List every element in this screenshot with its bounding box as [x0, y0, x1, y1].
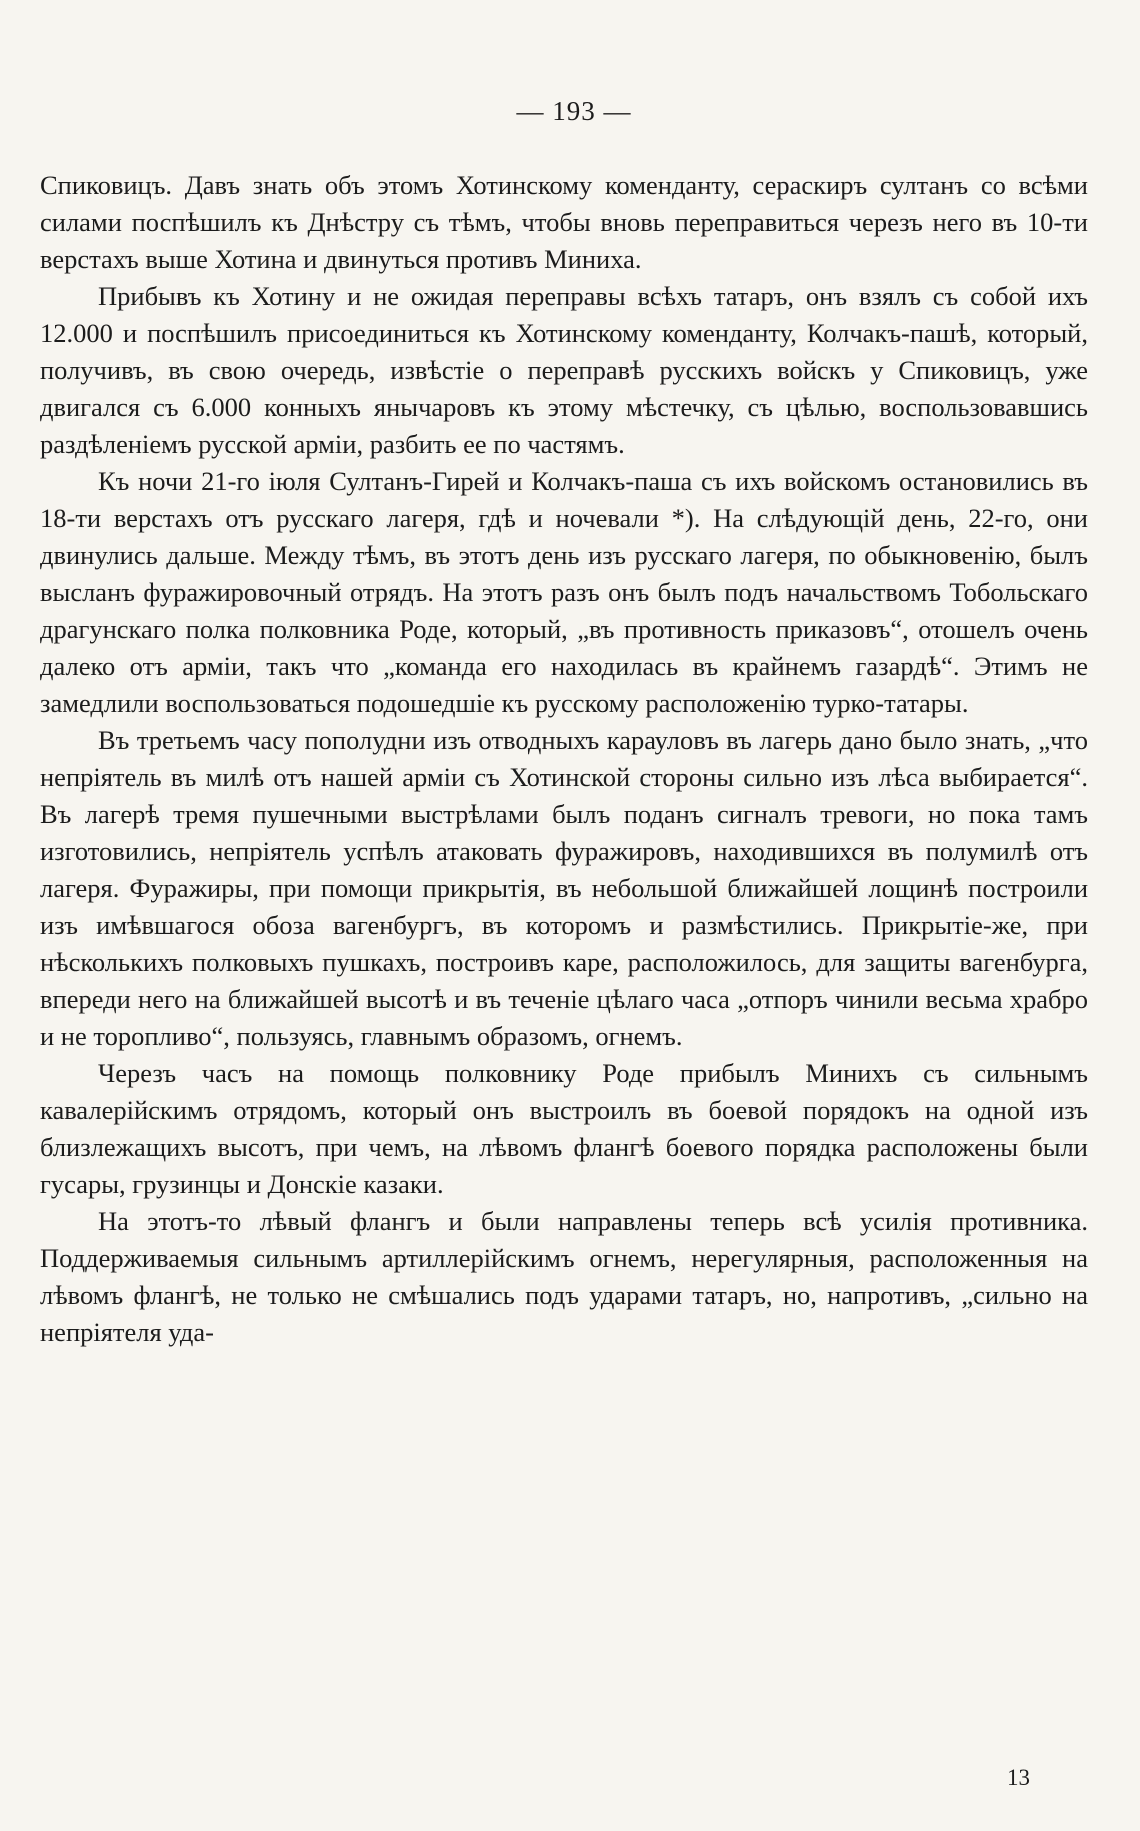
- paragraph-5: Черезъ часъ на помощь полковнику Роде прибылъ Минихъ съ сильнымъ кавалерійскимъ отрядомъ, который онъ выстроилъ въ боевой порядокъ на одной изъ близлежащихъ высотъ, при чемъ, на лѣвомъ флангѣ боевого порядка расположены были гусары, грузинцы и Донскіе казаки.: [40, 1058, 1088, 1199]
- page-number: — 193 —: [516, 96, 632, 126]
- paragraph-2: Прибывъ къ Хотину и не ожидая переправы всѣхъ татаръ, онъ взялъ съ собой ихъ 12.000 и поспѣшилъ присоединиться къ Хотинскому коменданту, Колчакъ-пашѣ, который, получивъ, въ свою очередь, извѣстіе о переправѣ русскихъ войскъ у Спиковицъ, уже двигался съ 6.000 конныхъ янычаровъ къ этому мѣстечку, съ цѣлью, воспользовавшись раздѣленіемъ русской арміи, разбить ее по частямъ.: [40, 281, 1088, 459]
- paragraph-6: На этотъ-то лѣвый флангъ и были направлены теперь всѣ усилія противника. Поддерживаемыя сильнымъ артиллерійскимъ огнемъ, нерегулярныя, расположенныя на лѣвомъ флангѣ, не только не смѣшались подъ ударами татаръ, но, напротивъ, „сильно на непріятеля уда-: [40, 1206, 1088, 1347]
- paragraph-3: Къ ночи 21-го іюля Султанъ-Гирей и Колчакъ-паша съ ихъ войскомъ остановились въ 18-ти верстахъ отъ русскаго лагеря, гдѣ и ночевали *). На слѣдующій день, 22-го, они двинулись дальше. Между тѣмъ, въ этотъ день изъ русскаго лагеря, по обыкновенію, былъ высланъ фуражировочный отрядъ. На этотъ разъ онъ былъ подъ начальствомъ Тобольскаго драгунскаго полка полковника Роде, который, „въ противность приказовъ“, отошелъ очень далеко отъ арміи, такъ что „команда его находилась въ крайнемъ газардѣ“. Этимъ не замедлили воспользоваться подошедшіе къ русскому расположенію турко-татары.: [40, 466, 1088, 718]
- paragraph-4: Въ третьемъ часу пополудни изъ отводныхъ карауловъ въ лагерь дано было знать, „что непріятель въ милѣ отъ нашей арміи съ Хотинской стороны сильно изъ лѣса выбирается“. Въ лагерѣ тремя пушечными выстрѣлами былъ поданъ сигналъ тревоги, но пока тамъ изготовились, непріятель успѣлъ атаковать фуражировъ, находившихся въ полумилѣ отъ лагеря. Фуражиры, при помощи прикрытія, въ небольшой ближайшей лощинѣ построили изъ имѣвшагося обоза вагенбургъ, въ которомъ и размѣстились. Прикрытіе-же, при нѣсколькихъ полковыхъ пушкахъ, построивъ каре, расположилось, для защиты вагенбурга, впереди него на ближайшей высотѣ и въ теченіе цѣлаго часа „отпоръ чинили весьма храбро и не торопливо“, пользуясь, главнымъ образомъ, огнемъ.: [40, 725, 1088, 1051]
- signature-mark: 13: [1007, 1765, 1030, 1790]
- paragraph-1: Спиковицъ. Давъ знать объ этомъ Хотинскому коменданту, сераскиръ султанъ со всѣми силами поспѣшилъ къ Днѣстру съ тѣмъ, чтобы вновь переправиться черезъ него въ 10-ти верстахъ выше Хотина и двинуться противъ Миниха.: [40, 170, 1088, 274]
- body-text: [40, 167, 1088, 1351]
